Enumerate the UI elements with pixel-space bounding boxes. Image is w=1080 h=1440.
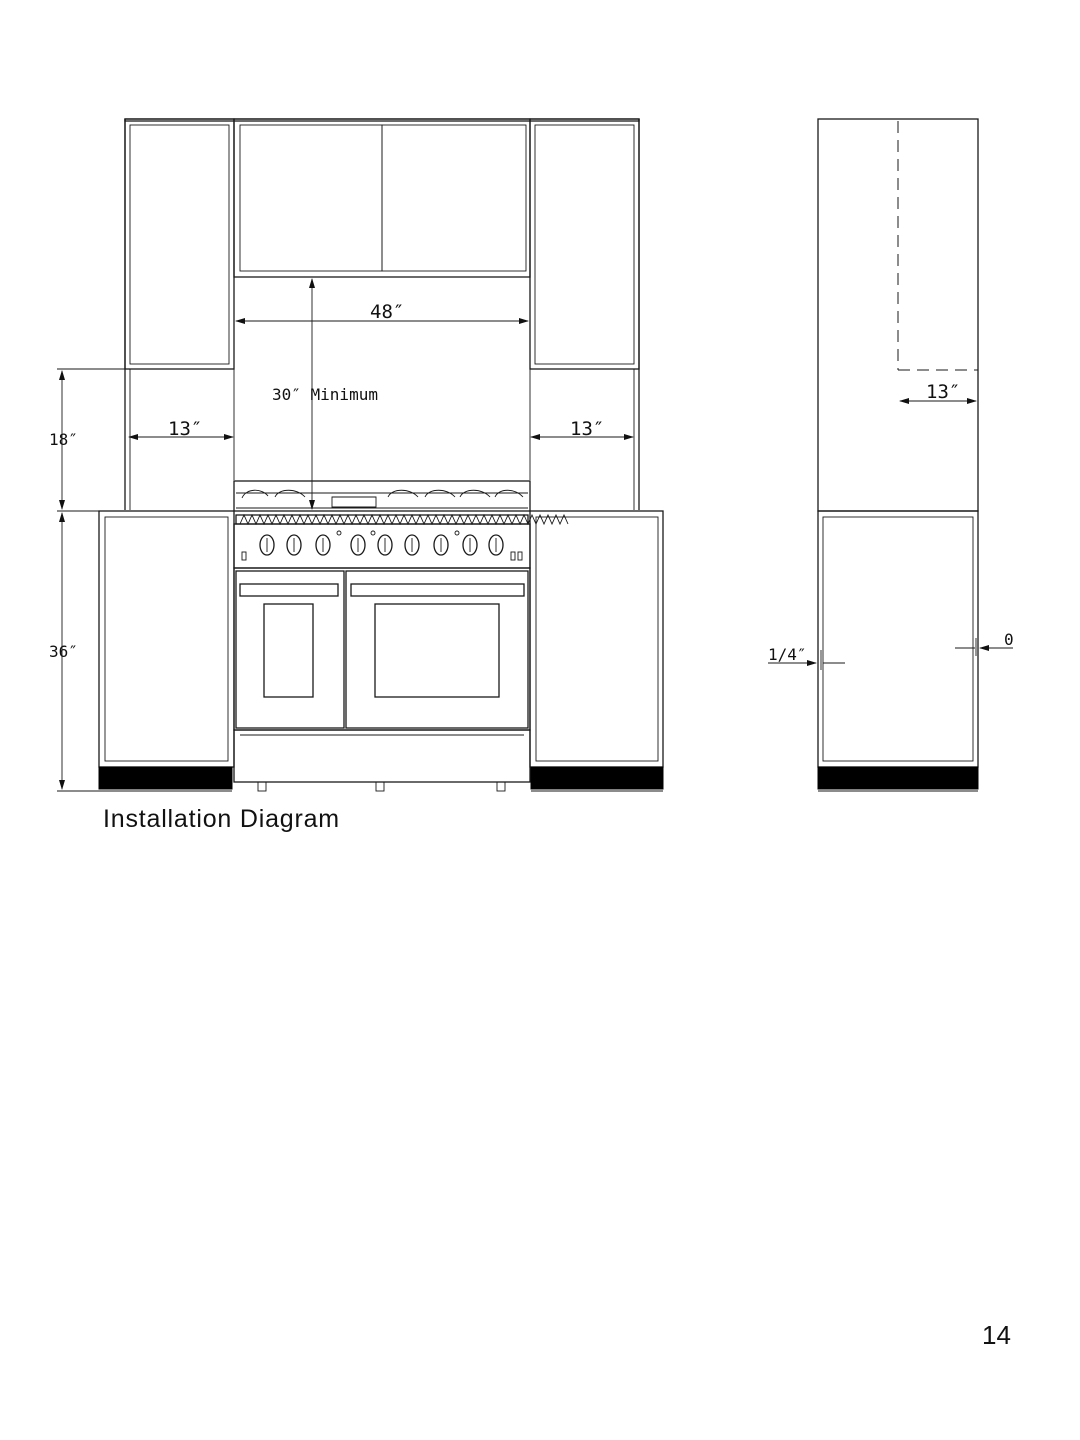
dim-side-view-gap-front: 0 [1004, 630, 1014, 649]
base-cabinet-left [99, 511, 234, 791]
diagram-caption: Installation Diagram [103, 805, 340, 833]
page-number: 14 [982, 1320, 1011, 1350]
dim-left-side-clearance: 13″ [168, 418, 203, 440]
dim-upper-height: 18″ [49, 430, 78, 449]
range-stove [234, 481, 568, 791]
control-knobs [242, 531, 522, 560]
dim-clearance-height: 30″ Minimum [272, 385, 378, 404]
dim-side-view-gap-back: 1/4″ [768, 645, 807, 664]
base-cabinet-right [530, 511, 663, 791]
front-view [49, 119, 663, 791]
dim-right-side-clearance: 13″ [570, 418, 605, 440]
dim-side-view-depth: 13″ [926, 381, 961, 403]
side-view [768, 119, 1014, 791]
oven-doors [234, 568, 530, 730]
dim-hood-width: 48″ [370, 301, 405, 323]
dimension-lines [57, 279, 633, 791]
dim-counter-height: 36″ [49, 642, 78, 661]
